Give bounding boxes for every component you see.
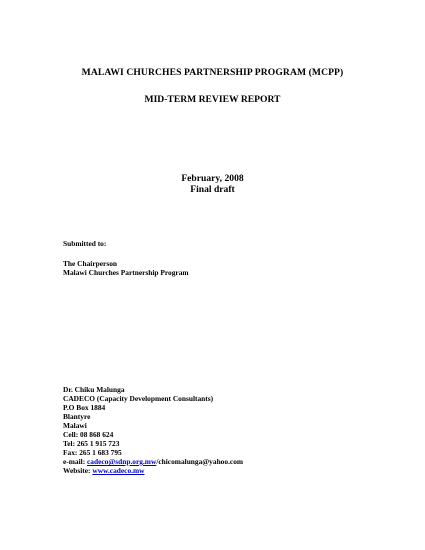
email-label: e-mail: bbox=[63, 457, 88, 466]
contact-organization: CADECO (Capacity Development Consultants) bbox=[63, 394, 214, 403]
submitted-to-section bbox=[63, 239, 106, 248]
contact-cell: Cell: 08 868 624 bbox=[63, 430, 114, 439]
report-date: February, 2008 bbox=[181, 173, 244, 184]
contact-po-box: P.O Box 1884 bbox=[63, 403, 106, 412]
recipient-title: The Chairperson bbox=[63, 259, 117, 268]
contact-country: Malawi bbox=[63, 421, 87, 430]
contact-city: Blantyre bbox=[63, 412, 91, 421]
contact-fax: Fax: 265 1 683 795 bbox=[63, 448, 122, 457]
submitted-to-label: Submitted to: bbox=[63, 239, 107, 248]
website-link[interactable]: www.cadeco.mw bbox=[92, 466, 145, 475]
draft-status: Final draft bbox=[190, 184, 235, 195]
contact-website-line bbox=[63, 466, 243, 475]
contact-email-line bbox=[63, 457, 243, 466]
report-type: MID-TERM REVIEW REPORT bbox=[144, 94, 281, 105]
document-title: MALAWI CHURCHES PARTNERSHIP PROGRAM (MCPP) bbox=[81, 67, 344, 78]
contact-name: Dr. Chiku Malunga bbox=[63, 385, 125, 394]
website-label: Website: bbox=[63, 466, 93, 475]
email-secondary: /chicomalunga@yahoo.com bbox=[156, 457, 244, 466]
contact-block bbox=[63, 385, 243, 475]
contact-tel: Tel: 265 1 915 723 bbox=[63, 439, 120, 448]
email-link[interactable]: cadeco@sdnp.org.mw bbox=[87, 457, 157, 466]
recipient-block bbox=[63, 259, 189, 277]
recipient-organization: Malawi Churches Partnership Program bbox=[63, 268, 189, 277]
